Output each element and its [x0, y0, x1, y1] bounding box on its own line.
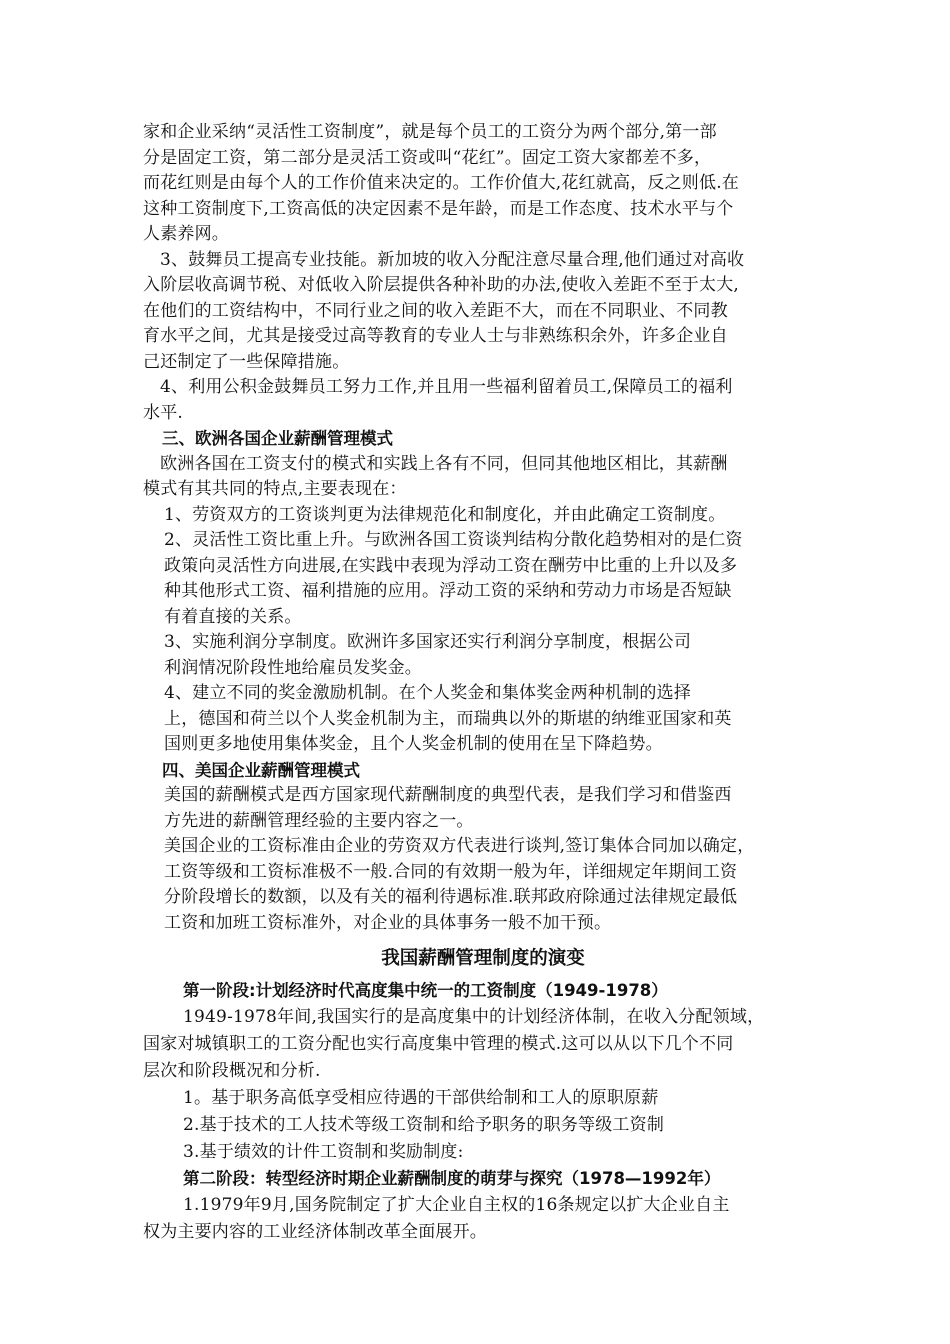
text-line: 利润情况阶段性地给雇员发奖金。: [164, 657, 422, 678]
intro-paragraph: [143, 120, 823, 248]
text-line: 权为主要内容的工业经济体制改革全面展开。: [143, 1222, 487, 1242]
section-3: [143, 426, 823, 758]
section-4: [143, 758, 823, 937]
text-line: 入阶层收高调节税、对低收入阶层提供各种补助的办法,使收入差距不至于太大,: [143, 275, 740, 295]
section-heading: 三、欧洲各国企业薪酬管理模式: [162, 429, 393, 448]
text-line: 国则更多地使用集体奖金，且个人奖金机制的使用在呈下降趋势。: [164, 734, 663, 754]
section-title: 我国薪酬管理制度的演变: [381, 948, 585, 969]
text-line: 种其他形式工资、福利措施的应用。浮动工资的采纳和劳动力市场是否短缺: [164, 581, 732, 601]
text-line: 方先进的薪酬管理经验的主要内容之一。: [164, 810, 474, 831]
text-line: 在他们的工资结构中，不同行业之间的收入差距不大，而在不同职业、不同教: [143, 300, 728, 321]
text-line: 4、建立不同的奖金激励机制。在个人奖金和集体奖金两种机制的选择: [164, 683, 692, 703]
text-line: 欧洲各国在工资支付的模式和实践上各有不同，但同其他地区相比，其薪酬: [160, 453, 728, 474]
list-item: 2.基于技术的工人技术等级工资制和给予职务的职务等级工资制: [183, 1115, 665, 1135]
text-line: 4、利用公积金鼓舞员工努力工作,并且用一些福利留着员工,保障员工的福利: [160, 377, 733, 397]
list-item: 3.基于绩效的计件工资制和奖励制度:: [183, 1142, 464, 1162]
text-line: 这种工资制度下,工资高低的决定因素不是年龄，而是工作态度、技术水平与个: [143, 198, 734, 219]
text-line: 政策向灵活性方向进展,在实践中表现为浮动工资在酬劳中比重的上升以及多: [164, 555, 738, 576]
text-line: 2、灵活性工资比重上升。与欧洲各国工资谈判结构分散化趋势相对的是仁资: [164, 530, 743, 550]
text-line: 1、劳资双方的工资谈判更为法律规范化和制度化，并由此确定工资制度。: [164, 504, 726, 525]
list-item: 1。基于职务高低享受相应待遇的干部供给制和工人的原职原薪: [183, 1088, 659, 1108]
evolution-section: [143, 944, 823, 1246]
text-line: 美国企业的工资标准由企业的劳资双方代表进行谈判,签订集体合同加以确定，: [164, 836, 755, 856]
text-line: 层次和阶段概况和分析.: [143, 1061, 321, 1081]
text-line: 家和企业采纳“灵活性工资制度”，就是每个员工的工资分为两个部分,第一部: [143, 122, 717, 142]
text-line: 1.1979年9月,国务院制定了扩大企业自主权的16条规定以扩大企业自主: [183, 1195, 730, 1215]
text-line: 工资和加班工资标准外，对企业的具体事务一般不加干预。: [164, 912, 612, 933]
point-3-paragraph: [143, 248, 823, 376]
text-line: 人素养网。: [143, 224, 229, 244]
point-4-paragraph: [143, 375, 823, 426]
text-line: 国家对城镇职工的工资分配也实行高度集中管理的模式.这可以从以下几个不同: [143, 1034, 734, 1054]
text-line: 分阶段增长的数额，以及有关的福利待遇标准.联邦政府除通过法律规定最低: [164, 887, 738, 907]
section-heading: 四、美国企业薪酬管理模式: [162, 760, 360, 780]
text-line: 3、鼓舞员工提高专业技能。新加坡的收入分配注意尽量合理,他们通过对高收: [160, 249, 745, 270]
phase-heading: 第一阶段:计划经济时代高度集中统一的工资制度（1949-1978）: [183, 981, 668, 1000]
text-line: 有着直接的关系。: [164, 606, 302, 627]
text-line: 水平.: [143, 402, 184, 423]
text-line: 育水平之间，尤其是接受过高等教育的专业人士与非熟练积余外，许多企业自: [143, 326, 728, 346]
text-line: 己还制定了一些保障措施。: [143, 351, 350, 372]
text-line: 分是固定工资，第二部分是灵活工资或叫“花红”。固定工资大家都差不多，: [143, 147, 712, 168]
text-line: 3、实施利润分享制度。欧洲许多国家还实行利润分享制度，根据公司: [164, 632, 692, 652]
text-line: 1949-1978年间,我国实行的是高度集中的计划经济体制，在收入分配领域，: [183, 1007, 765, 1027]
document-page: [143, 120, 823, 1246]
text-line: 模式有其共同的特点,主要表现在：: [143, 479, 407, 499]
text-line: 工资等级和工资标准极不一般.合同的有效期一般为年，详细规定年期间工资: [164, 861, 738, 882]
text-line: 上，德国和荷兰以个人奖金机制为主，而瑞典以外的斯堪的纳维亚国家和英: [164, 708, 732, 729]
text-line: 而花红则是由每个人的工作价值来决定的。工作价值大,花红就高，反之则低.在: [143, 173, 740, 193]
text-line: 美国的薪酬模式是西方国家现代薪酬制度的典型代表，是我们学习和借鉴西: [164, 785, 732, 805]
phase-heading: 第二阶段：转型经济时期企业薪酬制度的萌芽与探究（1978—1992年）: [183, 1169, 721, 1188]
